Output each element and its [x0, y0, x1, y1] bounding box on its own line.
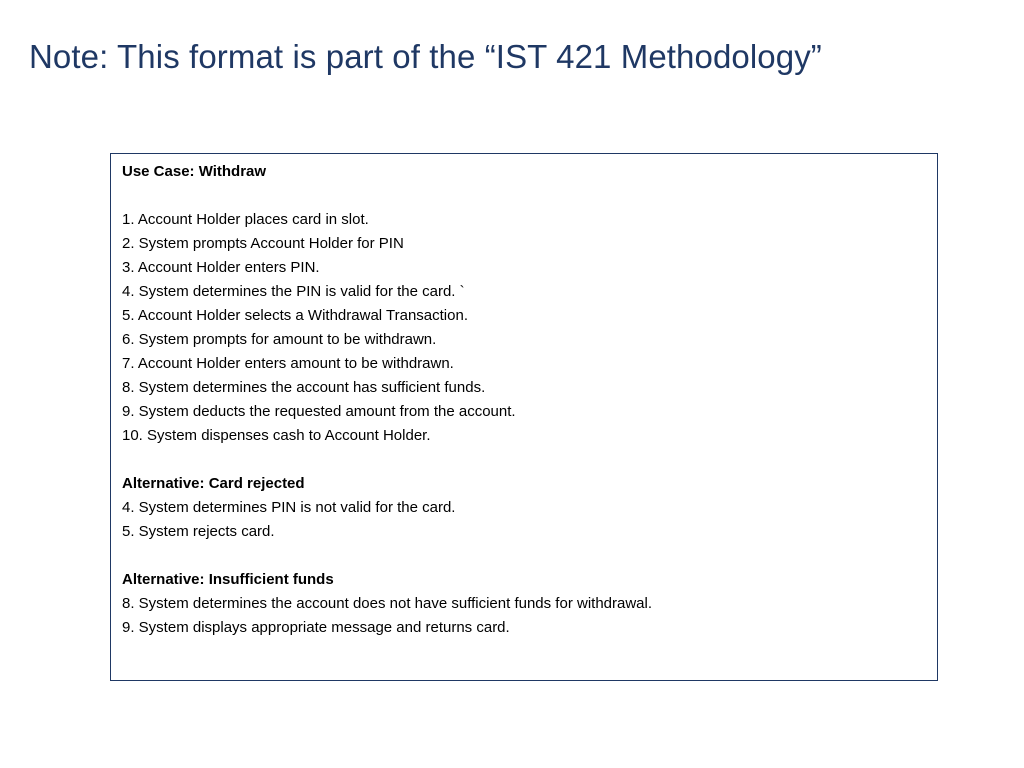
main-steps-list	[122, 208, 927, 448]
use-case-heading: Use Case: Withdraw	[122, 163, 267, 180]
alternative-step: 8. System determines the account does not have sufficient funds for withdrawal.	[122, 595, 653, 612]
alternative-step: 5. System rejects card.	[122, 523, 275, 540]
alternative-step: 4. System determines PIN is not valid for the card.	[122, 499, 456, 516]
main-step: 10. System dispenses cash to Account Holder.	[122, 427, 431, 444]
main-step: 2. System prompts Account Holder for PIN	[122, 235, 404, 252]
main-step: 3. Account Holder enters PIN.	[122, 259, 320, 276]
main-step: 4. System determines the PIN is valid for the card. `	[122, 283, 465, 300]
spacer	[122, 184, 927, 208]
alternative-heading: Alternative: Insufficient funds	[122, 571, 334, 588]
main-step: 9. System deducts the requested amount from the account.	[122, 403, 516, 420]
spacer	[122, 544, 927, 568]
main-step: 1. Account Holder places card in slot.	[122, 211, 369, 228]
main-step: 7. Account Holder enters amount to be withdrawn.	[122, 355, 454, 372]
spacer	[122, 448, 927, 472]
slide-title: Note: This format is part of the “IST 421 Methodology”	[29, 38, 822, 75]
main-step: 6. System prompts for amount to be withdrawn.	[122, 331, 437, 348]
alternative-card-rejected	[122, 472, 927, 544]
alternative-step: 9. System displays appropriate message and returns card.	[122, 619, 510, 636]
alternative-insufficient-funds	[122, 568, 927, 640]
alternative-heading: Alternative: Card rejected	[122, 475, 305, 492]
main-step: 8. System determines the account has sufficient funds.	[122, 379, 486, 396]
use-case-box	[110, 153, 938, 681]
main-step: 5. Account Holder selects a Withdrawal Transaction.	[122, 307, 468, 324]
